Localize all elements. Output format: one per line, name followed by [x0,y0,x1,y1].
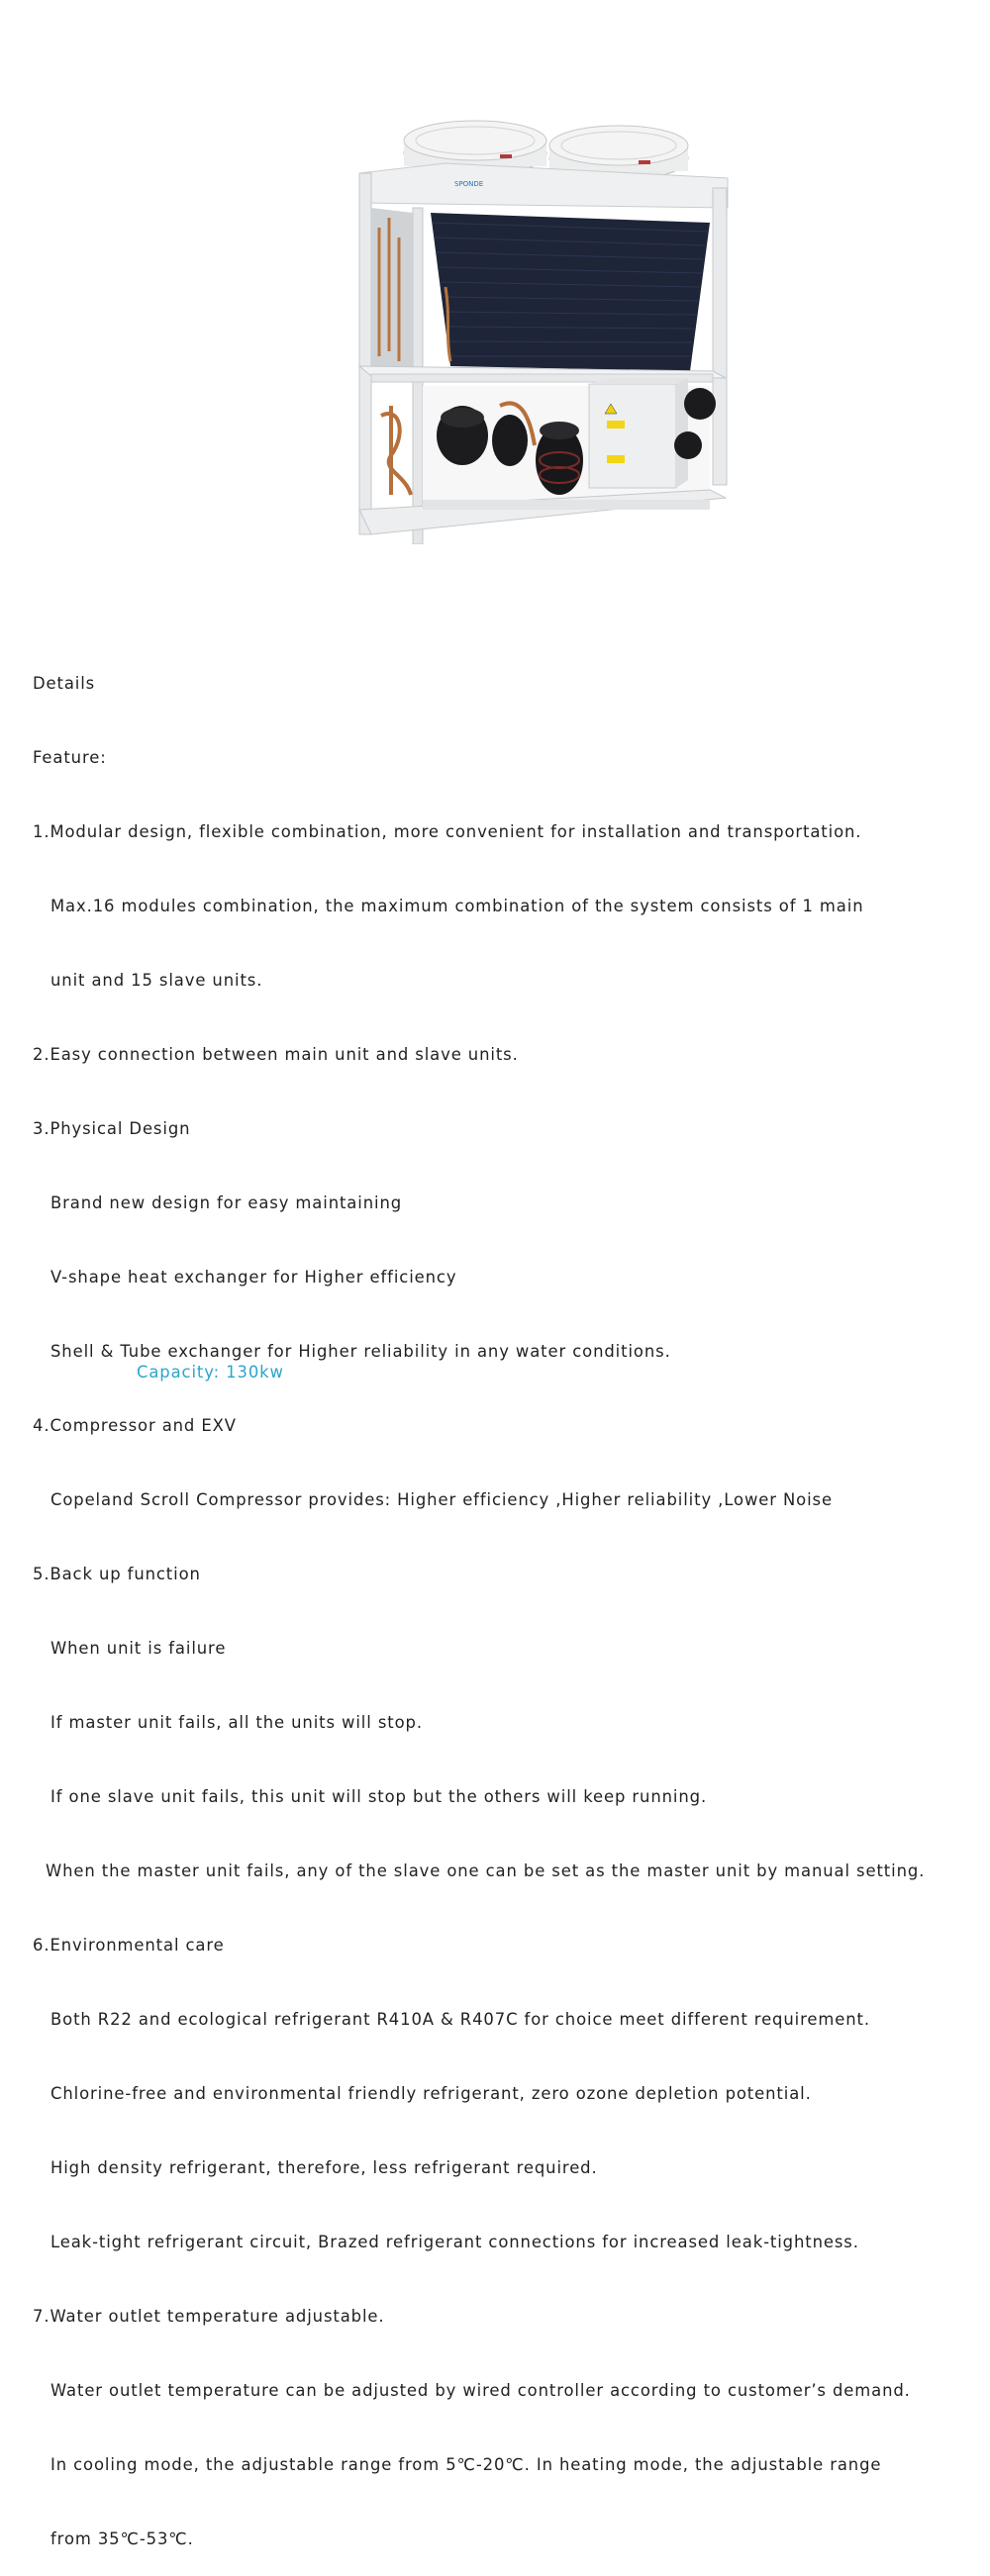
feature-line: 7.Water outlet temperature adjustable. [33,2307,385,2326]
capacity-label: Capacity: 130kw [137,1363,284,1382]
feature-line: V-shape heat exchanger for Higher efficiency [50,1268,457,1287]
chiller-unit-image [351,119,738,544]
feature-line: High density refrigerant, therefore, less refrigerant required. [50,2158,598,2177]
feature-line: If master unit fails, all the units will stop. [50,1713,423,1732]
feature-line: Water outlet temperature can be adjusted by wired controller according to customer’s demand. [50,2381,911,2400]
details-heading: Details [33,674,96,693]
feature-label: Feature: [33,748,107,767]
brand-logo: SPONDE [454,180,484,188]
feature-line: Both R22 and ecological refrigerant R410A & R407C for choice meet different requirement. [50,2010,870,2029]
feature-line: Max.16 modules combination, the maximum combination of the system consists of 1 main [50,897,864,915]
feature-line: from 35℃-53℃. [50,2529,194,2548]
details-section [33,621,973,2576]
feature-line: If one slave unit fails, this unit will stop but the others will keep running. [50,1787,708,1806]
feature-line: 3.Physical Design [33,1119,191,1138]
feature-line: When the master unit fails, any of the slave one can be set as the master unit by manual setting. [46,1861,926,1880]
feature-line: 2.Easy connection between main unit and slave units. [33,1045,519,1064]
feature-line: 1.Modular design, flexible combination, more convenient for installation and transportation. [33,822,862,841]
feature-line: 6.Environmental care [33,1936,225,1955]
feature-line: unit and 15 slave units. [50,971,263,990]
feature-line: Copeland Scroll Compressor provides: Higher efficiency ,Higher reliability ,Lower Noise [50,1490,833,1509]
feature-line: 4.Compressor and EXV [33,1416,237,1435]
feature-line: When unit is failure [50,1639,227,1658]
feature-line: Leak-tight refrigerant circuit, Brazed refrigerant connections for increased leak-tightness. [50,2233,859,2251]
feature-line: Chlorine-free and environmental friendly refrigerant, zero ozone depletion potential. [50,2084,812,2103]
feature-line: In cooling mode, the adjustable range from 5℃-20℃. In heating mode, the adjustable range [50,2455,882,2474]
feature-line: Brand new design for easy maintaining [50,1193,403,1212]
feature-line: Shell & Tube exchanger for Higher reliability in any water conditions. [50,1342,671,1361]
feature-line: 5.Back up function [33,1565,201,1583]
